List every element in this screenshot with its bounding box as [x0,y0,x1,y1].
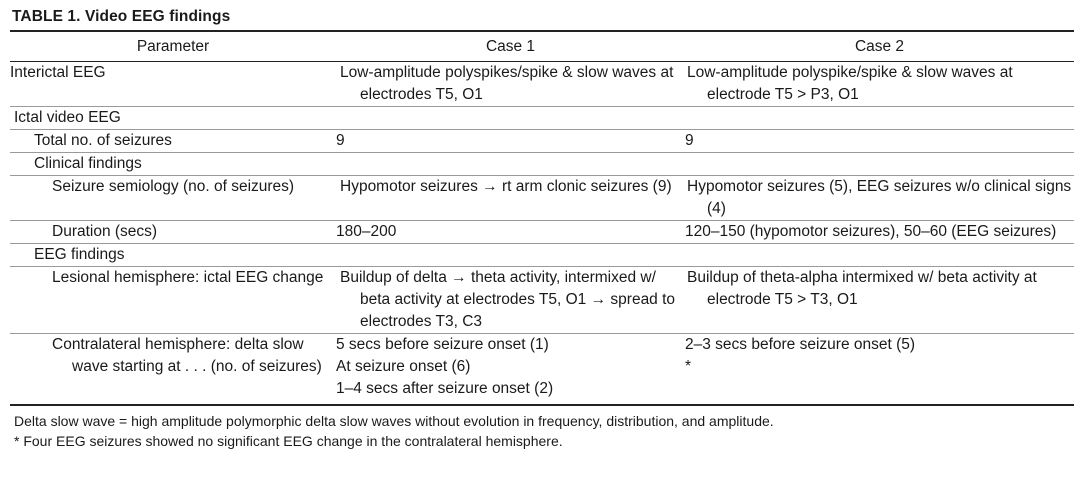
row-case-2-value [685,334,1074,378]
row-parameter: Seizure semiology (no. of seizures) [52,178,295,195]
row-case-1-value: Low-amplitude polyspikes/spike & slow waves at electrodes T5, O1 [340,64,674,103]
column-header-case-2: Case 2 [685,31,1074,62]
row-case-2-value: Low-amplitude polyspike/spike & slow waves at electrode T5 > P3, O1 [687,64,1013,103]
row-parameter: Duration (secs) [52,223,158,240]
table-row [10,221,1074,244]
column-header-case-1: Case 1 [336,31,685,62]
video-eeg-table [10,30,1074,406]
table-row [10,107,1074,130]
table-footnotes [10,411,1074,451]
row-case-1-value: Hypomotor seizures → rt arm clonic seizures (9) [340,178,672,195]
row-parameter: Interictal EEG [10,64,106,81]
case-1-value-line: 1–4 secs after seizure onset (2) [336,380,554,397]
table-row [10,62,1074,107]
row-case-1-value: 180–200 [336,223,397,240]
row-case-1-value: Buildup of delta → theta activity, intermixed w/ beta activity at electrodes T5, O1 → spread to electrodes T3, C3 [340,269,676,330]
row-section-heading: Clinical findings [34,155,142,172]
footnote-asterisk: * Four EEG seizures showed no significant EEG change in the contralateral hemisphere. [14,433,563,449]
row-section-heading: EEG findings [34,246,125,263]
row-case-2-value: Buildup of theta-alpha intermixed w/ beta activity at electrode T5 > T3, O1 [687,269,1037,308]
row-case-2-value: Hypomotor seizures (5), EEG seizures w/o clinical signs (4) [687,178,1072,217]
footnote-marker: * [685,358,692,375]
row-case-1-value: 9 [336,132,345,149]
row-parameter: Total no. of seizures [34,132,172,149]
footnote-definition: Delta slow wave = high amplitude polymorphic delta slow waves without evolution in frequency, distribution, and amplitude. [14,413,774,429]
row-section-heading: Ictal video EEG [14,109,121,126]
table-row [10,130,1074,153]
table-row [10,244,1074,267]
header-row [10,31,1074,62]
column-header-parameter: Parameter [10,31,336,62]
row-case-1-value [336,334,685,400]
table-row [10,176,1074,221]
table-row [10,267,1074,334]
table-row [10,153,1074,176]
row-parameter: Lesional hemisphere: ictal EEG change [52,269,324,286]
table-row [10,334,1074,406]
row-parameter: Contralateral hemisphere: delta slow wave starting at . . . (no. of seizures) [52,336,322,375]
case-1-value-line: At seizure onset (6) [336,358,471,375]
table-title: TABLE 1. Video EEG findings [12,8,231,25]
row-case-2-value: 120–150 (hypomotor seizures), 50–60 (EEG seizures) [685,223,1057,240]
case-1-value-line: 5 secs before seizure onset (1) [336,336,549,353]
case-2-value-line: 2–3 secs before seizure onset (5) [685,336,916,353]
row-case-2-value: 9 [685,132,694,149]
